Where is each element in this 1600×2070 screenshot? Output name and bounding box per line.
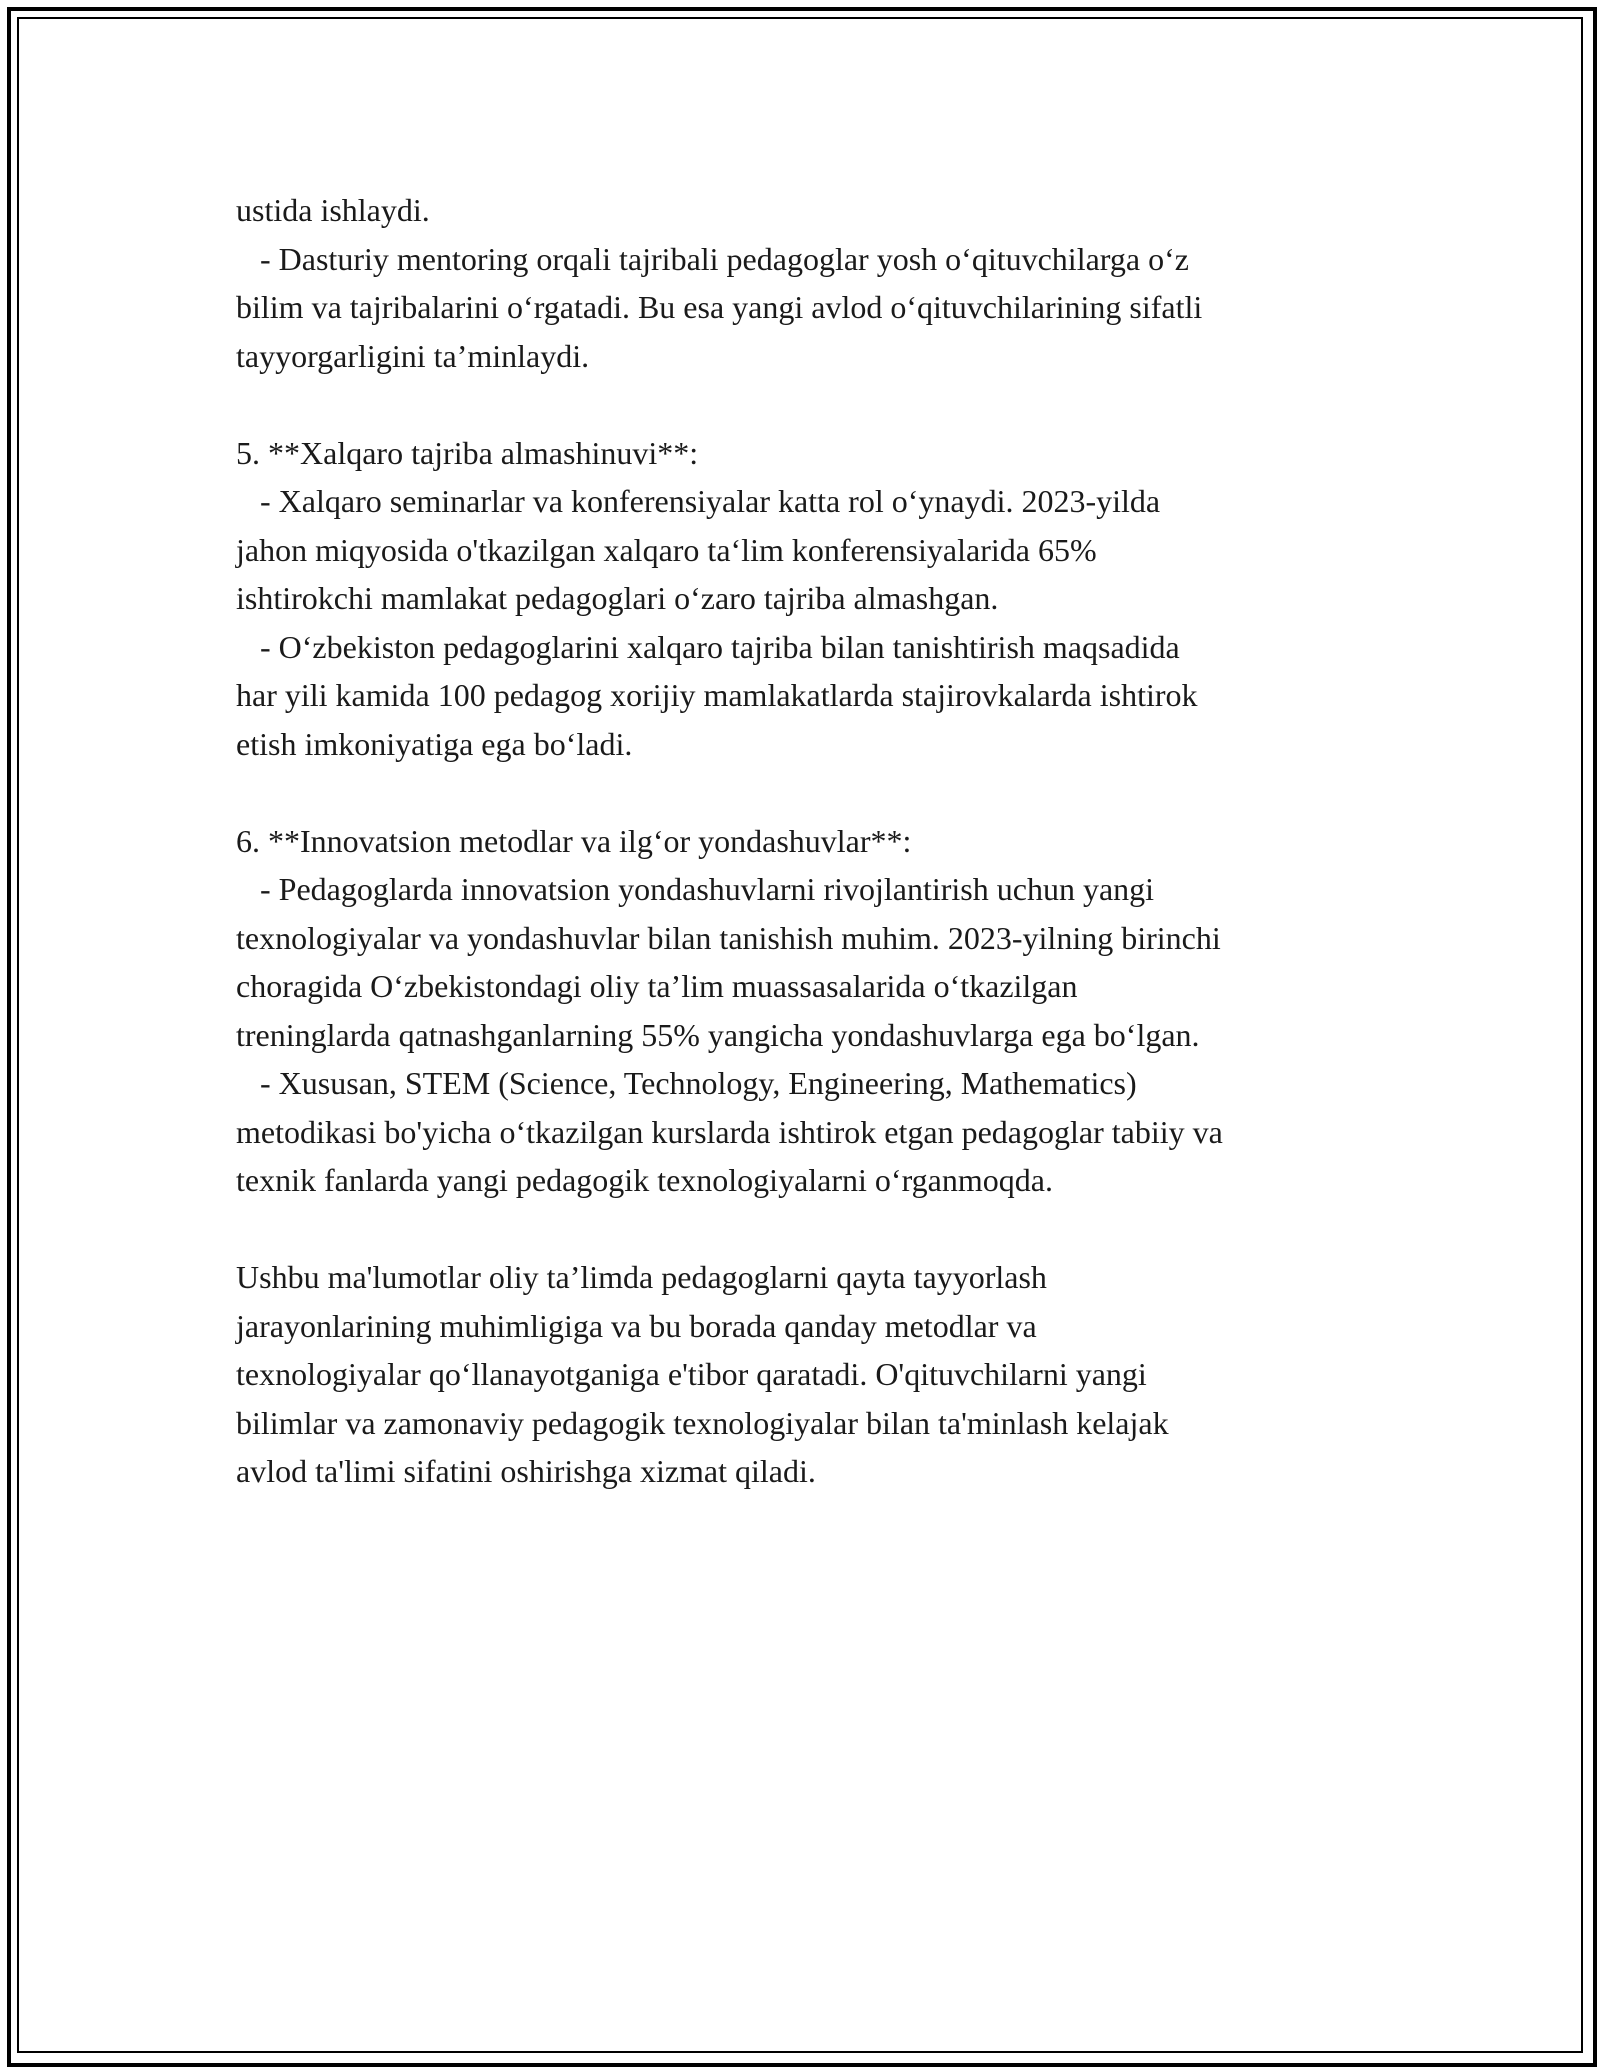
text-line: - O‘zbekiston pedagoglarini xalqaro tajriba bilan tanishtirish maqsadida: [236, 628, 1180, 665]
paragraph-gap: [236, 1205, 1386, 1254]
document-body: [236, 186, 1386, 1496]
text-line: treninglarda qatnashganlarning 55% yangicha yondashuvlarga ega bo‘lgan.: [236, 1016, 1200, 1053]
text-line: - Xususan, STEM (Science, Technology, Engineering, Mathematics): [236, 1065, 1137, 1101]
text-line: jahon miqyosida o'tkazilgan xalqaro ta‘lim konferensiyalarida 65%: [236, 531, 1097, 568]
paragraph-gap: [236, 768, 1386, 817]
text-line: tayyorgarligini ta’minlaydi.: [236, 337, 590, 374]
text-line: choragida O‘zbekistondagi oliy ta’lim muassasalarida o‘tkazilgan: [236, 968, 1078, 1004]
text-line: texnologiyalar va yondashuvlar bilan tanishish muhim. 2023-yilning birinchi: [236, 919, 1221, 956]
text-line: metodikasi bo'yicha o‘tkazilgan kurslarda ishtirok etgan pedagoglar tabiiy va: [236, 1113, 1223, 1150]
conclusion-line: avlod ta'limi sifatini oshirishga xizmat qiladi.: [236, 1453, 816, 1489]
section-heading: 6. **Innovatsion metodlar va ilg‘or yondashuvlar**:: [236, 822, 912, 859]
conclusion-line: texnologiyalar qo‘llanayotganiga e'tibor qaratadi. O'qituvchilarni yangi: [236, 1356, 1147, 1392]
conclusion-line: Ushbu ma'lumotlar oliy ta’limda pedagoglarni qayta tayyorlash: [236, 1259, 1047, 1295]
conclusion-line: bilimlar va zamonaviy pedagogik texnologiyalar bilan ta'minlash kelajak: [236, 1404, 1169, 1441]
text-line: etish imkoniyatiga ega bo‘ladi.: [236, 725, 633, 762]
text-line: - Pedagoglarda innovatsion yondashuvlarni rivojlantirish uchun yangi: [236, 871, 1155, 907]
text-line: - Xalqaro seminarlar va konferensiyalar katta rol o‘ynaydi. 2023-yilda: [236, 483, 1161, 519]
text-line: texnik fanlarda yangi pedagogik texnologiyalarni o‘rganmoqda.: [236, 1162, 1053, 1198]
text-line: - Dasturiy mentoring orqali tajribali pedagoglar yosh o‘qituvchilarga o‘z: [236, 240, 1189, 277]
text-line: bilim va tajribalarini o‘rgatadi. Bu esa yangi avlod o‘qituvchilarining sifatli: [236, 289, 1203, 325]
text-line: ishtirokchi mamlakat pedagoglari o‘zaro tajriba almashgan.: [236, 580, 999, 616]
conclusion-line: jarayonlarining muhimligiga va bu borada qanday metodlar va: [236, 1307, 1037, 1344]
text-line: ustida ishlaydi.: [236, 192, 430, 228]
section-heading: 5. **Xalqaro tajriba almashinuvi**:: [236, 434, 699, 471]
paragraph-gap: [236, 380, 1386, 429]
text-line: har yili kamida 100 pedagog xorijiy mamlakatlarda stajirovkalarda ishtirok: [236, 677, 1198, 713]
